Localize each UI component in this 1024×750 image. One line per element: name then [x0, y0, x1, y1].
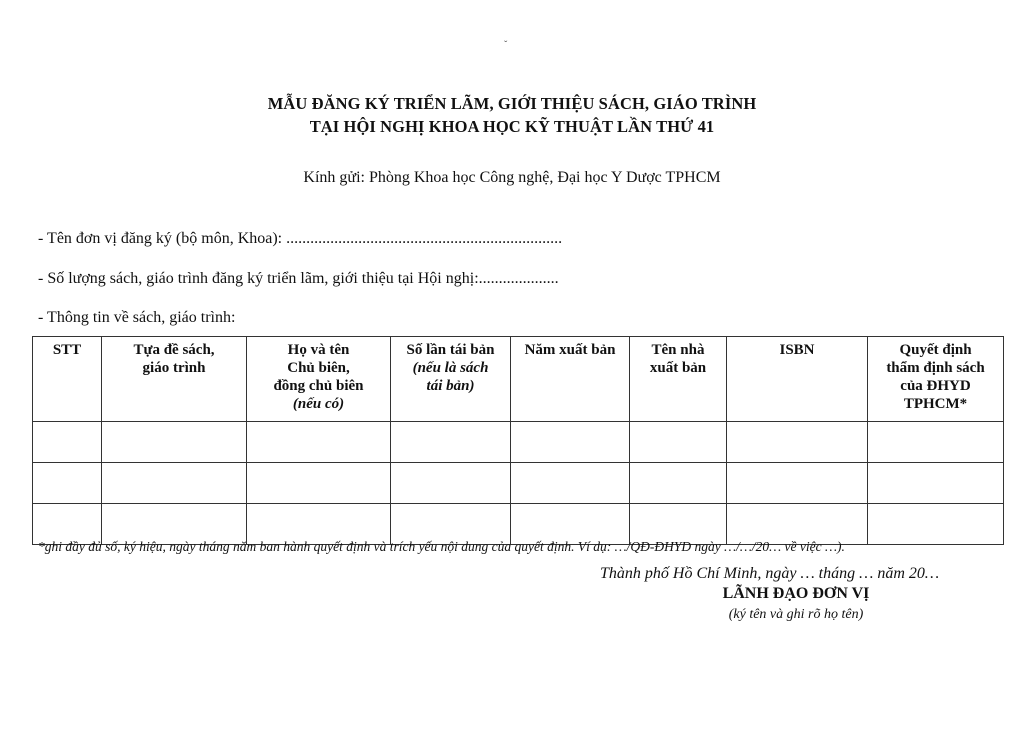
column-header-subtext: (nếu là sách: [412, 360, 489, 376]
table-cell[interactable]: [630, 422, 727, 463]
table-cell[interactable]: [102, 463, 247, 504]
column-header-text: Họ và tên: [287, 342, 350, 358]
table-cell[interactable]: [727, 463, 868, 504]
recipient-line: Kính gửi: Phòng Khoa học Công nghệ, Đại học Y Dược TPHCM: [303, 169, 721, 186]
column-header-text: xuất bản: [649, 360, 707, 376]
table-cell[interactable]: [511, 463, 630, 504]
table-cell[interactable]: [33, 463, 102, 504]
table-cell[interactable]: [511, 422, 630, 463]
column-header-text: TPHCM*: [903, 396, 968, 412]
column-header-8: [868, 337, 1004, 422]
column-header-text: giáo trình: [142, 360, 206, 376]
book-table: [32, 336, 1004, 545]
column-header-6: [630, 337, 727, 422]
field-unit: - Tên đơn vị đăng ký (bộ môn, Khoa): .....................................................................: [38, 230, 563, 247]
table-cell[interactable]: [247, 422, 391, 463]
column-header-text: Chủ biên,: [287, 360, 350, 376]
table-cell[interactable]: [247, 463, 391, 504]
column-header-text: Số lần tái bản: [406, 342, 495, 358]
column-header-text: Năm xuất bản: [524, 342, 616, 358]
column-header-text: thẩm định sách: [886, 360, 985, 376]
column-header-text: của ĐHYD: [900, 378, 971, 394]
form-title-line-1: MẪU ĐĂNG KÝ TRIỂN LÃM, GIỚI THIỆU SÁCH, GIÁO TRÌNH: [267, 94, 757, 113]
column-header-text: Tựa đề sách,: [133, 342, 215, 358]
table-cell[interactable]: [391, 422, 511, 463]
signature-note: (ký tên và ghi rõ họ tên): [728, 607, 864, 622]
column-header-1: [33, 337, 102, 422]
column-header-5: [511, 337, 630, 422]
column-header-text: Tên nhà: [651, 342, 705, 358]
signature-title: LÃNH ĐẠO ĐƠN VỊ: [722, 585, 870, 602]
top-mark: ˇ: [504, 40, 508, 51]
field-quantity: - Số lượng sách, giáo trình đăng ký triển lãm, giới thiệu tại Hội nghị:....................: [38, 270, 559, 287]
table-cell[interactable]: [391, 463, 511, 504]
column-header-subtext: tái bản): [426, 378, 475, 394]
table-body: [33, 422, 1004, 545]
column-header-4: [391, 337, 511, 422]
table-cell[interactable]: [630, 463, 727, 504]
table-cell[interactable]: [727, 422, 868, 463]
column-header-7: [727, 337, 868, 422]
table-row: [33, 463, 1004, 504]
column-header-text: Quyết định: [899, 342, 972, 358]
column-header-3: [247, 337, 391, 422]
column-header-text: STT: [52, 342, 82, 358]
table-cell[interactable]: [868, 463, 1004, 504]
column-header-text: đồng chủ biên: [273, 378, 364, 394]
footnote: *ghi đầy đủ số, ký hiệu, ngày tháng năm ban hành quyết định và trích yếu nội dung của quyết định. Ví dụ: …/QĐ-ĐHYD ngày …/…/20… về việc …).: [38, 539, 845, 554]
table-row: [33, 422, 1004, 463]
table-header-row: [33, 337, 1004, 422]
table-cell[interactable]: [868, 422, 1004, 463]
table-cell[interactable]: [868, 504, 1004, 545]
column-header-2: [102, 337, 247, 422]
table-cell[interactable]: [33, 422, 102, 463]
column-header-text: ISBN: [779, 342, 815, 358]
date-line: Thành phố Hồ Chí Minh, ngày … tháng … năm 20…: [600, 565, 940, 582]
field-book-info: - Thông tin về sách, giáo trình:: [38, 309, 236, 326]
column-header-subtext: (nếu có): [292, 396, 345, 412]
form-title-line-2: TẠI HỘI NGHỊ KHOA HỌC KỸ THUẬT LẦN THỨ 41: [309, 117, 715, 136]
table-cell[interactable]: [102, 422, 247, 463]
